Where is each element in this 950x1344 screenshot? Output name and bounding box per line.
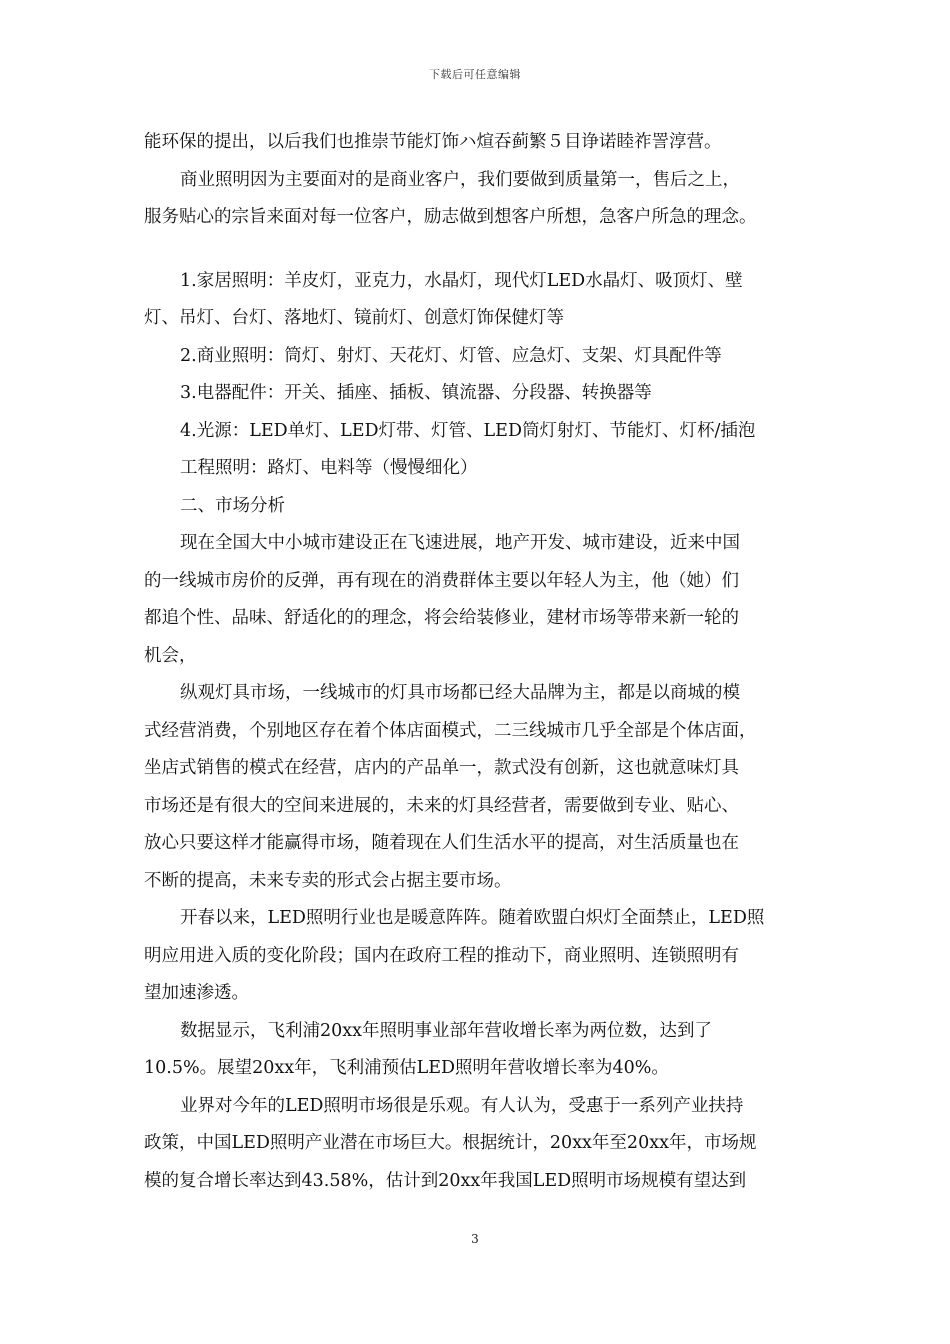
list-item-line: 4.光源：LED单灯、LED灯带、灯管、LED筒灯射灯、节能灯、灯杯/插泡 [180, 420, 756, 441]
paragraph-line: 都追个性、品味、舒适化的的理念，将会给装修业，建材市场等带来新一轮的 [144, 608, 739, 628]
paragraph-line: 政策，中国LED照明产业潜在市场巨大。根据统计，20xx年至20xx年，市场规 [144, 1133, 757, 1153]
paragraph-line: 能环保的提出，以后我们也推崇节能灯饰ハ煊吞蓟繁５目诤诺睦祚詈淳营。 [144, 132, 722, 152]
paragraph-line: 业界对今年的LED照明市场很是乐观。有人认为，受惠于一系列产业扶持 [180, 1095, 744, 1116]
list-item-line: 工程照明：路灯、电料等（慢慢细化） [180, 458, 478, 478]
paragraph-line: 的一线城市房价的反弹，再有现在的消费群体主要以年轻人为主，他（她）们 [144, 570, 739, 591]
list-item-line: 1.家居照明：羊皮灯，亚克力，水晶灯，现代灯LED水晶灯、吸顶灯、壁 [180, 270, 743, 291]
paragraph-line: 明应用进入质的变化阶段；国内在政府工程的推动下，商业照明、连锁照明有 [144, 945, 739, 966]
paragraph-line: 式经营消费，个别地区存在着个体店面模式，二三线城市几乎全部是个体店面， [144, 720, 757, 741]
paragraph-line: 服务贴心的宗旨来面对每一位客户，励志做到想客户所想，急客户所急的理念。 [144, 207, 757, 227]
paragraph-line: 现在全国大中小城市建设正在飞速进展，地产开发、城市建设，近来中国 [180, 533, 740, 553]
list-item-line: 2.商业照明：筒灯、射灯、天花灯、灯管、应急灯、支架、灯具配件等 [180, 345, 722, 366]
paragraph-line: 10.5%。展望20xx年，飞利浦预估LED照明年营收增长率为40%。 [144, 1058, 669, 1078]
page-header: 下载后可任意编辑 [429, 68, 521, 81]
paragraph-line: 开春以来，LED照明行业也是暖意阵阵。随着欧盟白炽灯全面禁止，LED照 [180, 908, 765, 928]
document-body [144, 124, 814, 1200]
list-item-line: 3.电器配件：开关、插座、插板、镇流器、分段器、转换器等 [180, 383, 652, 403]
paragraph-gap [144, 237, 814, 263]
paragraph-line: 商业照明因为主要面对的是商业客户，我们要做到质量第一，售后之上， [180, 169, 740, 190]
paragraph-line: 数据显示，飞利浦20xx年照明事业部年营收增长率为两位数，达到了 [180, 1020, 713, 1041]
paragraph-line: 机会， [144, 645, 197, 666]
paragraph-line: 纵观灯具市场，一线城市的灯具市场都已经大品牌为主，都是以商城的模 [180, 683, 740, 703]
list-item-line: 灯、吊灯、台灯、落地灯、镜前灯、创意灯饰保健灯等 [144, 308, 564, 328]
paragraph-line: 市场还是有很大的空间来进展的，未来的灯具经营者，需要做到专业、贴心、 [144, 795, 739, 816]
paragraph-line: 不断的提高，未来专卖的形式会占据主要市场。 [144, 870, 512, 891]
paragraph-line: 模的复合增长率达到43.58%，估计到20xx年我国LED照明市场规模有望达到 [144, 1170, 747, 1191]
section-heading: 二、市场分析 [180, 495, 285, 516]
page-number: 3 [471, 1232, 479, 1246]
paragraph-line: 望加速渗透。 [144, 983, 249, 1003]
paragraph-line: 坐店式销售的模式在经营，店内的产品单一，款式没有创新，这也就意味灯具 [144, 758, 739, 778]
paragraph-line: 放心只要这样才能赢得市场，随着现在人们生活水平的提高，对生活质量也在 [144, 833, 739, 853]
